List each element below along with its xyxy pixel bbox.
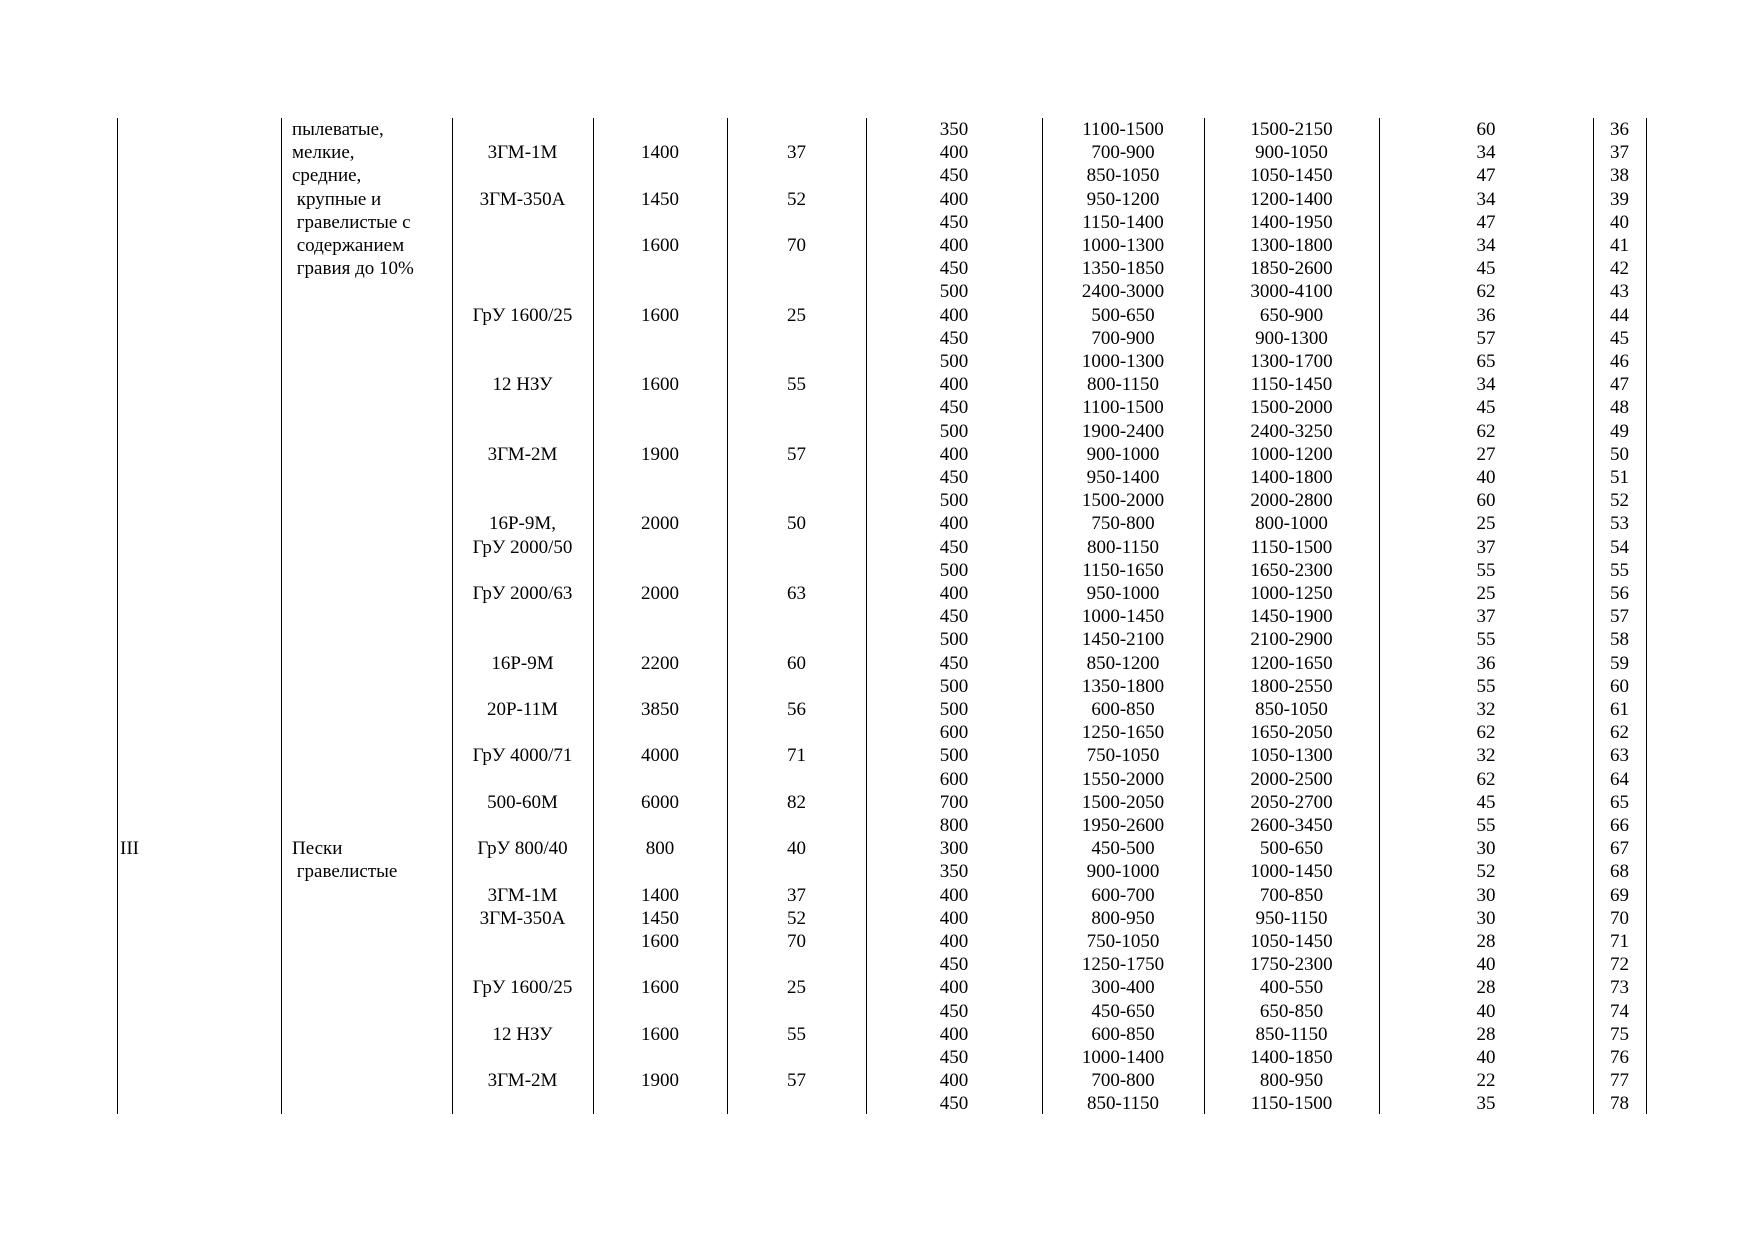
range-b-cell: 1400-1950: [1250, 211, 1333, 233]
range-b-cell: 1650-2300: [1250, 559, 1333, 581]
diameter-cell: 500: [939, 490, 969, 512]
range-b-cell: 850-1050: [1255, 699, 1328, 720]
capacity-cell: 2000: [641, 583, 679, 604]
range-b-cell: 900-1300: [1255, 327, 1328, 349]
diameter-cell: 400: [939, 1070, 969, 1092]
percent-cell: 22: [1476, 1070, 1496, 1092]
row-number-cell: 52: [1610, 490, 1629, 512]
diameter-cell: 600: [939, 768, 969, 790]
percent-cell: 47: [1476, 211, 1496, 233]
range-b-cell: 1200-1650: [1250, 652, 1333, 674]
pressure-cell: 63: [787, 583, 806, 604]
dredge-type-cell: ГрУ 2000/50: [472, 536, 573, 558]
row-number-cell: 48: [1610, 397, 1629, 419]
range-b-cell: 900-1050: [1255, 142, 1328, 164]
range-b-cell: 800-950: [1259, 1070, 1324, 1092]
percent-cell: 30: [1476, 907, 1496, 929]
row-number-cell: 41: [1610, 235, 1629, 256]
diameter-cell: 800: [939, 815, 969, 836]
percent-cell: 62: [1476, 420, 1496, 442]
column-divider: [117, 118, 118, 1114]
percent-cell: 32: [1476, 745, 1496, 767]
range-a-cell: 1250-1750: [1081, 954, 1165, 976]
dredge-type-cell: ГрУ 2000/63: [472, 583, 573, 604]
diameter-cell: 400: [939, 884, 969, 906]
soil-cell: гравия до 10%: [292, 258, 414, 280]
dredge-type-cell: ГрУ 1600/25: [472, 304, 573, 326]
percent-cell: 65: [1476, 351, 1496, 372]
percent-cell: 40: [1476, 954, 1496, 976]
percent-cell: 25: [1476, 583, 1496, 604]
percent-cell: 60: [1476, 119, 1496, 140]
range-b-cell: 850-1150: [1255, 1023, 1328, 1045]
dredge-type-cell: 3ГМ-1М: [487, 884, 558, 906]
diameter-cell: 450: [939, 1047, 969, 1068]
range-b-cell: 400-550: [1259, 977, 1324, 999]
row-number-cell: 51: [1610, 467, 1629, 488]
range-b-cell: 1300-1800: [1250, 235, 1333, 256]
range-a-cell: 800-950: [1091, 907, 1155, 929]
capacity-cell: 4000: [641, 745, 679, 767]
capacity-cell: 1600: [641, 931, 679, 952]
range-a-cell: 1500-2000: [1081, 490, 1165, 512]
percent-cell: 34: [1476, 374, 1496, 396]
diameter-cell: 450: [939, 397, 969, 419]
diameter-cell: 500: [939, 699, 969, 720]
range-a-cell: 850-1050: [1086, 165, 1160, 187]
row-number-cell: 70: [1610, 907, 1629, 929]
percent-cell: 27: [1476, 443, 1496, 465]
row-number-cell: 60: [1610, 675, 1629, 697]
percent-cell: 36: [1476, 652, 1496, 674]
range-a-cell: 500-650: [1091, 304, 1155, 326]
capacity-cell: 1600: [641, 977, 679, 999]
range-a-cell: 700-900: [1091, 327, 1155, 349]
range-b-cell: 700-850: [1259, 884, 1324, 906]
dredge-type-cell: 3ГМ-350А: [479, 188, 566, 210]
range-b-cell: 2000-2800: [1250, 490, 1333, 512]
diameter-cell: 500: [939, 420, 969, 442]
capacity-cell: 1600: [641, 235, 679, 256]
range-b-cell: 1800-2550: [1250, 675, 1333, 697]
diameter-cell: 500: [939, 281, 969, 303]
percent-cell: 45: [1476, 258, 1496, 280]
percent-cell: 55: [1476, 629, 1496, 651]
row-number-cell: 56: [1610, 583, 1629, 604]
range-a-cell: 800-1150: [1086, 536, 1160, 558]
row-number-cell: 54: [1610, 536, 1629, 558]
percent-cell: 40: [1476, 467, 1496, 488]
row-number-cell: 45: [1610, 327, 1629, 349]
pressure-cell: 70: [787, 235, 806, 256]
pressure-cell: 60: [787, 652, 806, 674]
percent-cell: 55: [1476, 675, 1496, 697]
diameter-cell: 450: [939, 1000, 969, 1022]
range-b-cell: 650-900: [1259, 304, 1324, 326]
row-number-cell: 67: [1610, 838, 1629, 860]
capacity-cell: 2200: [641, 652, 679, 674]
range-a-cell: 300-400: [1091, 977, 1155, 999]
pressure-cell: 50: [787, 513, 806, 535]
range-b-cell: 1150-1500: [1250, 536, 1333, 558]
range-a-cell: 1150-1400: [1082, 211, 1164, 233]
range-b-cell: 1150-1450: [1250, 374, 1333, 396]
percent-cell: 30: [1476, 884, 1496, 906]
percent-cell: 40: [1476, 1047, 1496, 1068]
range-a-cell: 1100-1500: [1082, 397, 1164, 419]
row-number-cell: 76: [1610, 1047, 1629, 1068]
percent-cell: 32: [1476, 699, 1496, 720]
range-a-cell: 850-1150: [1086, 1093, 1160, 1115]
soil-cell: пылеватые,: [292, 119, 384, 140]
diameter-cell: 400: [939, 142, 969, 164]
range-a-cell: 700-900: [1091, 142, 1155, 164]
pressure-cell: 25: [787, 304, 806, 326]
capacity-cell: 1400: [641, 884, 679, 906]
range-a-cell: 600-700: [1091, 884, 1155, 906]
diameter-cell: 400: [939, 583, 969, 604]
capacity-cell: 1600: [641, 304, 679, 326]
diameter-cell: 400: [939, 304, 969, 326]
percent-cell: 34: [1476, 142, 1496, 164]
diameter-cell: 450: [939, 211, 969, 233]
range-a-cell: 1100-1500: [1082, 119, 1164, 140]
dredge-type-cell: 3ГМ-1М: [487, 142, 558, 164]
row-number-cell: 39: [1610, 188, 1629, 210]
range-b-cell: 1650-2050: [1250, 722, 1333, 744]
row-number-cell: 53: [1610, 513, 1629, 535]
row-number-cell: 64: [1610, 768, 1629, 790]
range-b-cell: 1850-2600: [1250, 258, 1333, 280]
range-a-cell: 750-1050: [1086, 745, 1160, 767]
diameter-cell: 400: [939, 931, 969, 952]
soil-cell: Пески: [292, 838, 343, 860]
diameter-cell: 500: [939, 559, 969, 581]
range-a-cell: 750-800: [1091, 513, 1155, 535]
soil-cell: гравелистые с: [292, 211, 411, 233]
row-number-cell: 72: [1610, 954, 1629, 976]
range-a-cell: 600-850: [1091, 1023, 1155, 1045]
diameter-cell: 600: [939, 722, 969, 744]
soil-cell: средние,: [292, 165, 362, 187]
capacity-cell: 3850: [641, 699, 679, 720]
diameter-cell: 400: [939, 977, 969, 999]
range-b-cell: 1200-1400: [1250, 188, 1333, 210]
diameter-cell: 350: [939, 861, 969, 883]
capacity-cell: 800: [645, 838, 675, 860]
pressure-cell: 70: [787, 931, 806, 952]
diameter-cell: 450: [939, 327, 969, 349]
range-a-cell: 1150-1650: [1082, 559, 1164, 581]
row-number-cell: 66: [1610, 815, 1629, 836]
range-b-cell: 2100-2900: [1250, 629, 1333, 651]
range-b-cell: 1050-1450: [1250, 165, 1333, 187]
range-b-cell: 1050-1450: [1250, 931, 1333, 952]
range-b-cell: 1500-2000: [1250, 397, 1333, 419]
row-number-cell: 47: [1610, 374, 1629, 396]
row-number-cell: 40: [1610, 211, 1629, 233]
row-number-cell: 58: [1610, 629, 1629, 651]
pressure-cell: 57: [787, 443, 806, 465]
row-number-cell: 74: [1610, 1000, 1629, 1022]
percent-cell: 28: [1476, 1023, 1496, 1045]
column-divider: [593, 118, 594, 1114]
range-b-cell: 1000-1200: [1250, 443, 1333, 465]
soil-cell: гравелистые: [292, 861, 398, 883]
group-cell: III: [120, 838, 139, 860]
range-b-cell: 1000-1450: [1250, 861, 1333, 883]
dredge-type-cell: 3ГМ-2М: [487, 1070, 558, 1092]
dredge-type-cell: 16Р-9М: [491, 652, 554, 674]
range-a-cell: 1000-1450: [1081, 606, 1165, 628]
percent-cell: 37: [1476, 606, 1496, 628]
diameter-cell: 450: [939, 536, 969, 558]
column-divider: [727, 118, 728, 1114]
percent-cell: 57: [1476, 327, 1496, 349]
range-a-cell: 1000-1300: [1081, 235, 1165, 256]
pressure-cell: 37: [787, 884, 806, 906]
row-number-cell: 49: [1610, 420, 1629, 442]
percent-cell: 45: [1476, 397, 1496, 419]
row-number-cell: 69: [1610, 884, 1629, 906]
row-number-cell: 37: [1610, 142, 1629, 164]
diameter-cell: 450: [939, 652, 969, 674]
column-divider: [1646, 118, 1647, 1114]
percent-cell: 35: [1476, 1093, 1496, 1115]
diameter-cell: 400: [939, 374, 969, 396]
row-number-cell: 38: [1610, 165, 1629, 187]
range-a-cell: 1000-1400: [1081, 1047, 1165, 1068]
range-a-cell: 1250-1650: [1081, 722, 1165, 744]
range-a-cell: 1000-1300: [1081, 351, 1165, 372]
row-number-cell: 46: [1610, 351, 1629, 372]
range-b-cell: 650-850: [1259, 1000, 1324, 1022]
range-a-cell: 950-1000: [1086, 583, 1160, 604]
pressure-cell: 25: [787, 977, 806, 999]
range-a-cell: 900-1000: [1086, 861, 1160, 883]
range-b-cell: 3000-4100: [1250, 281, 1333, 303]
range-a-cell: 600-850: [1091, 699, 1155, 720]
diameter-cell: 450: [939, 467, 969, 488]
diameter-cell: 400: [939, 235, 969, 256]
range-a-cell: 700-800: [1091, 1070, 1155, 1092]
range-b-cell: 500-650: [1259, 838, 1324, 860]
diameter-cell: 500: [939, 629, 969, 651]
range-b-cell: 1300-1700: [1250, 351, 1333, 372]
range-b-cell: 1750-2300: [1250, 954, 1333, 976]
row-number-cell: 36: [1610, 119, 1629, 140]
diameter-cell: 400: [939, 188, 969, 210]
range-a-cell: 1950-2600: [1081, 815, 1165, 836]
range-a-cell: 950-1200: [1086, 188, 1160, 210]
capacity-cell: 2000: [641, 513, 679, 535]
range-a-cell: 1350-1850: [1081, 258, 1165, 280]
capacity-cell: 6000: [641, 791, 679, 813]
row-number-cell: 42: [1610, 258, 1629, 280]
pressure-cell: 56: [787, 699, 806, 720]
row-number-cell: 68: [1610, 861, 1629, 883]
row-number-cell: 63: [1610, 745, 1629, 767]
range-b-cell: 1150-1500: [1250, 1093, 1333, 1115]
diameter-cell: 450: [939, 1093, 969, 1115]
dredge-type-cell: 12 НЗУ: [492, 1023, 553, 1045]
capacity-cell: 1450: [641, 907, 679, 929]
dredge-type-cell: 3ГМ-350А: [479, 907, 566, 929]
pressure-cell: 55: [787, 1023, 806, 1045]
dredge-type-cell: ГрУ 4000/71: [472, 745, 573, 767]
percent-cell: 25: [1476, 513, 1496, 535]
row-number-cell: 55: [1610, 559, 1629, 581]
column-divider: [452, 118, 453, 1114]
capacity-cell: 1400: [641, 142, 679, 164]
range-a-cell: 800-1150: [1086, 374, 1160, 396]
dredge-type-cell: ГрУ 800/40: [477, 838, 568, 860]
percent-cell: 45: [1476, 791, 1496, 813]
pressure-cell: 52: [787, 907, 806, 929]
row-number-cell: 61: [1610, 699, 1629, 720]
percent-cell: 62: [1476, 281, 1496, 303]
range-a-cell: 1500-2050: [1081, 791, 1165, 813]
range-a-cell: 850-1200: [1086, 652, 1160, 674]
pressure-cell: 52: [787, 188, 806, 210]
row-number-cell: 59: [1610, 652, 1629, 674]
percent-cell: 60: [1476, 490, 1496, 512]
percent-cell: 55: [1476, 815, 1496, 836]
range-a-cell: 450-500: [1091, 838, 1155, 860]
range-b-cell: 2400-3250: [1250, 420, 1333, 442]
percent-cell: 55: [1476, 559, 1496, 581]
column-divider: [281, 118, 282, 1114]
diameter-cell: 350: [939, 119, 969, 140]
capacity-cell: 1450: [641, 188, 679, 210]
soil-cell: содержанием: [292, 235, 405, 256]
capacity-cell: 1600: [641, 1023, 679, 1045]
row-number-cell: 77: [1610, 1070, 1629, 1092]
range-b-cell: 1000-1250: [1250, 583, 1333, 604]
range-b-cell: 2050-2700: [1250, 791, 1333, 813]
pressure-cell: 82: [787, 791, 806, 813]
dredge-type-cell: 12 НЗУ: [492, 374, 553, 396]
diameter-cell: 400: [939, 513, 969, 535]
percent-cell: 28: [1476, 977, 1496, 999]
diameter-cell: 500: [939, 675, 969, 697]
range-a-cell: 1900-2400: [1081, 420, 1165, 442]
range-b-cell: 1450-1900: [1250, 606, 1333, 628]
percent-cell: 62: [1476, 722, 1496, 744]
percent-cell: 47: [1476, 165, 1496, 187]
dredge-type-cell: ГрУ 1600/25: [472, 977, 573, 999]
percent-cell: 28: [1476, 931, 1496, 952]
range-b-cell: 2600-3450: [1250, 815, 1333, 836]
range-a-cell: 2400-3000: [1081, 281, 1165, 303]
diameter-cell: 450: [939, 258, 969, 280]
row-number-cell: 43: [1610, 281, 1629, 303]
range-b-cell: 1500-2150: [1250, 119, 1333, 140]
percent-cell: 36: [1476, 304, 1496, 326]
capacity-cell: 1900: [641, 443, 679, 465]
row-number-cell: 65: [1610, 791, 1629, 813]
diameter-cell: 500: [939, 745, 969, 767]
diameter-cell: 400: [939, 443, 969, 465]
dredge-type-cell: 20Р-11М: [486, 699, 559, 720]
range-a-cell: 950-1400: [1086, 467, 1160, 488]
percent-cell: 62: [1476, 768, 1496, 790]
range-a-cell: 900-1000: [1086, 443, 1160, 465]
percent-cell: 40: [1476, 1000, 1496, 1022]
diameter-cell: 450: [939, 954, 969, 976]
diameter-cell: 500: [939, 351, 969, 372]
range-b-cell: 1400-1850: [1250, 1047, 1333, 1068]
capacity-cell: 1600: [641, 374, 679, 396]
range-b-cell: 2000-2500: [1250, 768, 1333, 790]
range-b-cell: 800-1000: [1255, 513, 1328, 535]
percent-cell: 34: [1476, 188, 1496, 210]
range-b-cell: 1050-1300: [1250, 745, 1333, 767]
range-b-cell: 950-1150: [1255, 907, 1328, 929]
row-number-cell: 75: [1610, 1023, 1629, 1045]
dredge-type-cell: 500-60М: [487, 791, 558, 813]
diameter-cell: 450: [939, 606, 969, 628]
diameter-cell: 300: [939, 838, 969, 860]
row-number-cell: 57: [1610, 606, 1629, 628]
diameter-cell: 700: [939, 791, 969, 813]
dredge-type-cell: 16Р-9М,: [488, 513, 557, 535]
pressure-cell: 40: [787, 838, 806, 860]
range-a-cell: 450-650: [1091, 1000, 1155, 1022]
row-number-cell: 62: [1610, 722, 1629, 744]
row-number-cell: 71: [1610, 931, 1629, 952]
row-number-cell: 73: [1610, 977, 1629, 999]
pressure-cell: 37: [787, 142, 806, 164]
pressure-cell: 55: [787, 374, 806, 396]
soil-cell: мелкие,: [292, 142, 355, 164]
range-a-cell: 1350-1800: [1081, 675, 1165, 697]
row-number-cell: 50: [1610, 443, 1629, 465]
pressure-cell: 71: [787, 745, 806, 767]
row-number-cell: 78: [1610, 1093, 1629, 1115]
capacity-cell: 1900: [641, 1070, 679, 1092]
row-number-cell: 44: [1610, 304, 1629, 326]
range-a-cell: 1550-2000: [1081, 768, 1165, 790]
dredge-type-cell: 3ГМ-2М: [487, 443, 558, 465]
percent-cell: 37: [1476, 536, 1496, 558]
percent-cell: 30: [1476, 838, 1496, 860]
soil-cell: крупные и: [292, 188, 382, 210]
percent-cell: 34: [1476, 235, 1496, 256]
diameter-cell: 400: [939, 1023, 969, 1045]
pressure-cell: 57: [787, 1070, 806, 1092]
range-a-cell: 1450-2100: [1081, 629, 1165, 651]
diameter-cell: 400: [939, 907, 969, 929]
range-a-cell: 750-1050: [1086, 931, 1160, 952]
range-b-cell: 1400-1800: [1250, 467, 1333, 488]
diameter-cell: 450: [939, 165, 969, 187]
percent-cell: 52: [1476, 861, 1496, 883]
